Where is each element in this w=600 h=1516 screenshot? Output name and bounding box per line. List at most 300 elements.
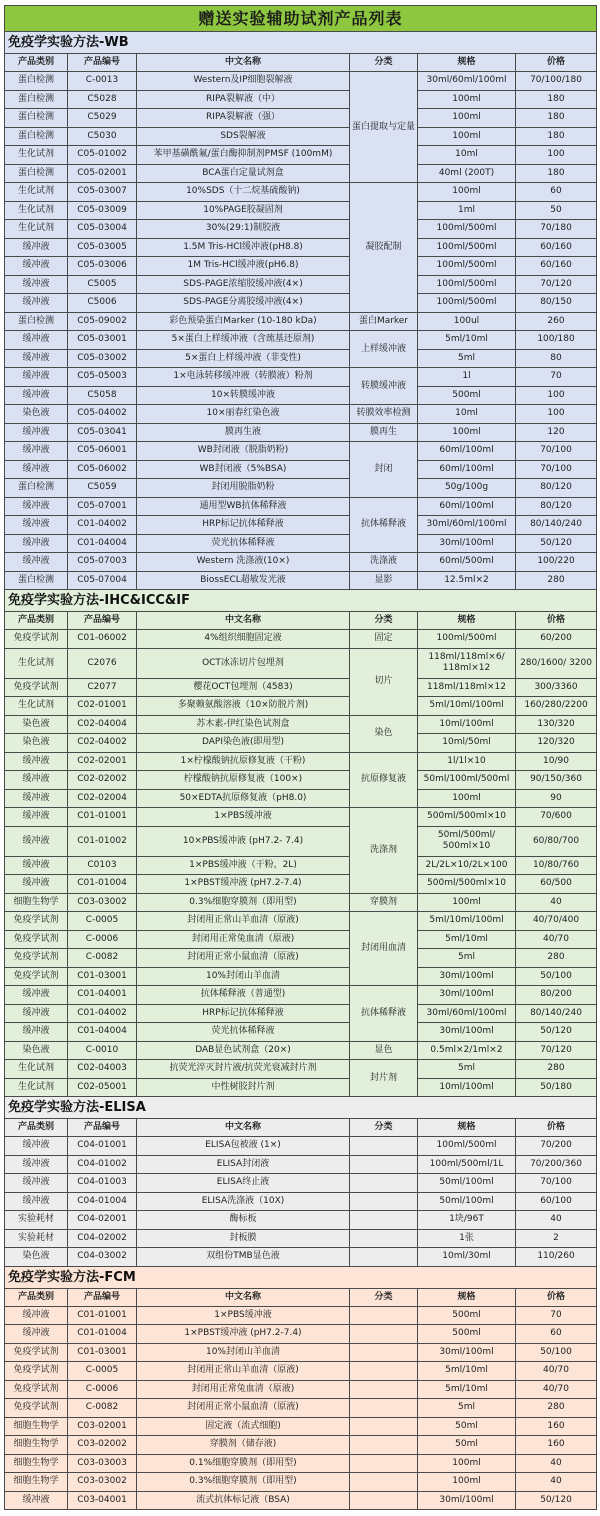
product-code: C-0082 (68, 949, 137, 968)
column-header-price: 价格 (516, 612, 597, 630)
spec: 30ml/100ml (418, 986, 516, 1005)
table-row (5, 1473, 597, 1492)
spec: 100ml/500ml (418, 257, 516, 276)
spec: 5ml (418, 349, 516, 368)
product-code: C02-04002 (68, 734, 137, 753)
product-name: ELISA洗涤液（10X) (137, 1192, 350, 1211)
product-code: C03-02001 (68, 1417, 137, 1436)
product-type: 缓冲液 (5, 771, 68, 790)
table-row (5, 1155, 597, 1174)
price: 100 (516, 405, 597, 424)
product-code: C05-03002 (68, 349, 137, 368)
spec: 30ml/100ml (418, 1023, 516, 1042)
price: 280 (516, 571, 597, 590)
spec: 118ml/118ml×12 (418, 678, 516, 697)
spec: 1l (418, 368, 516, 387)
product-code: C5059 (68, 479, 137, 498)
price: 90/150/360 (516, 771, 597, 790)
product-name: 0.3%细胞穿膜剂（即用型) (137, 893, 350, 912)
product-code: C05-07001 (68, 497, 137, 516)
product-code: C5058 (68, 386, 137, 405)
classification: 转膜效率检测 (350, 405, 418, 424)
table-row (5, 856, 597, 875)
price: 120 (516, 423, 597, 442)
product-code: C01-01002 (68, 826, 137, 856)
product-name: 多聚赖氨酸溶液（10×防脱片剂) (137, 697, 350, 716)
product-name: 5×蛋白上样缓冲液（非变性) (137, 349, 350, 368)
table-row (5, 648, 597, 678)
product-name: 流式抗体标记液（BSA) (137, 1491, 350, 1510)
product-type: 细胞生物学 (5, 1417, 68, 1436)
spec: 50g/100g (418, 479, 516, 498)
product-name: 固定液（流式细胞) (137, 1417, 350, 1436)
table-row (5, 1041, 597, 1060)
price: 110/260 (516, 1248, 597, 1267)
product-code: C5029 (68, 109, 137, 128)
column-header-price: 价格 (516, 54, 597, 72)
product-name: RIPA裂解液（强） (137, 109, 350, 128)
product-type: 蛋白检测 (5, 127, 68, 146)
product-type: 免疫学试剂 (5, 1362, 68, 1381)
product-code: C02-04003 (68, 1060, 137, 1079)
product-type: 细胞生物学 (5, 893, 68, 912)
product-code: C05-07004 (68, 571, 137, 590)
product-name: 1×PBS缓冲液 (137, 808, 350, 827)
spec: 60ml/100ml (418, 497, 516, 516)
column-header-product-code: 产品编号 (68, 1119, 137, 1137)
classification: 封闭 (350, 442, 418, 498)
product-code: C04-01003 (68, 1174, 137, 1193)
product-code: C04-02001 (68, 1211, 137, 1230)
price: 50/100 (516, 1343, 597, 1362)
classification: 抗原修复液 (350, 752, 418, 808)
product-type: 缓冲液 (5, 1491, 68, 1510)
product-code: C-0010 (68, 1041, 137, 1060)
column-header-spec: 规格 (418, 1288, 516, 1306)
price: 260 (516, 312, 597, 331)
price: 60/160 (516, 238, 597, 257)
column-header-classification: 分类 (350, 54, 418, 72)
product-code: C01-04002 (68, 1004, 137, 1023)
price: 40 (516, 1211, 597, 1230)
table-row (5, 90, 597, 109)
product-name: DAPI染色液(即用型) (137, 734, 350, 753)
price: 50/180 (516, 1078, 597, 1097)
classification: 穿膜剂 (350, 893, 418, 912)
product-type: 缓冲液 (5, 752, 68, 771)
product-list-table (4, 5, 597, 1510)
product-name: 5×蛋白上样缓冲液（含巯基还原剂) (137, 331, 350, 350)
price: 100 (516, 146, 597, 165)
column-header-product-name: 中文名称 (137, 1119, 350, 1137)
price: 50/100 (516, 967, 597, 986)
product-type: 缓冲液 (5, 553, 68, 572)
product-name: 通用型WB抗体稀释液 (137, 497, 350, 516)
classification: 抗体稀释液 (350, 986, 418, 1042)
price: 70/200 (516, 1137, 597, 1156)
classification (350, 1137, 418, 1156)
product-name: DAB显色试剂盒（20×) (137, 1041, 350, 1060)
product-name: 30%(29:1)制胶液 (137, 220, 350, 239)
spec: 100ml (418, 893, 516, 912)
product-name: SDS-PAGE浓缩胶缓冲液(4×) (137, 275, 350, 294)
product-code: C03-04001 (68, 1491, 137, 1510)
price: 60 (516, 183, 597, 202)
product-name: 封闭用正常兔血清（原液) (137, 1380, 350, 1399)
product-type: 免疫学试剂 (5, 967, 68, 986)
product-type: 细胞生物学 (5, 1454, 68, 1473)
product-type: 缓冲液 (5, 238, 68, 257)
product-name: ELISA包被液 (1×) (137, 1137, 350, 1156)
product-code: C02-05001 (68, 1078, 137, 1097)
table-row (5, 109, 597, 128)
product-name: BCA蛋白定量试剂盒 (137, 164, 350, 183)
spec: 100ml/500ml (418, 220, 516, 239)
spec: 10ml (418, 146, 516, 165)
product-name: 1.5M Tris-HCl缓冲液(pH8.8) (137, 238, 350, 257)
product-name: 封板膜 (137, 1229, 350, 1248)
product-code: C01-01004 (68, 875, 137, 894)
spec: 100ml/500ml (418, 275, 516, 294)
table-row (5, 986, 597, 1005)
table-row (5, 1078, 597, 1097)
product-name: SDS-PAGE分离胶缓冲液(4×) (137, 294, 350, 313)
table-row (5, 516, 597, 535)
spec: 500ml (418, 386, 516, 405)
section-title: 免疫学实验方法-WB (5, 32, 597, 54)
table-row (5, 1060, 597, 1079)
product-code: C2076 (68, 648, 137, 678)
product-type: 免疫学试剂 (5, 1343, 68, 1362)
product-type: 实验耗材 (5, 1229, 68, 1248)
spec: 30ml/60ml/100ml (418, 72, 516, 91)
price: 50/120 (516, 1491, 597, 1510)
product-type: 染色液 (5, 405, 68, 424)
column-header-product-type: 产品类别 (5, 54, 68, 72)
column-header-product-code: 产品编号 (68, 54, 137, 72)
price: 80/140/240 (516, 516, 597, 535)
product-name: WB封闭液（脱脂奶粉) (137, 442, 350, 461)
product-code: C05-04002 (68, 405, 137, 424)
product-name: RIPA裂解液（中） (137, 90, 350, 109)
product-code: C02-04004 (68, 715, 137, 734)
classification: 洗涤剂 (350, 808, 418, 894)
product-type: 免疫学试剂 (5, 1380, 68, 1399)
table-row (5, 808, 597, 827)
classification (350, 1343, 418, 1362)
product-type: 缓冲液 (5, 275, 68, 294)
spec: 1l/1l×10 (418, 752, 516, 771)
price: 80/200 (516, 986, 597, 1005)
spec: 5ml (418, 949, 516, 968)
spec: 5ml (418, 1060, 516, 1079)
table-row (5, 967, 597, 986)
spec: 100ml (418, 423, 516, 442)
product-type: 实验耗材 (5, 1211, 68, 1230)
product-name: 10×PBS缓冲液 (pH7.2- 7.4) (137, 826, 350, 856)
price: 40/70 (516, 1362, 597, 1381)
spec: 10ml/100ml (418, 1078, 516, 1097)
classification (350, 1174, 418, 1193)
classification: 凝胶配制 (350, 183, 418, 313)
table-row (5, 238, 597, 257)
price: 120/320 (516, 734, 597, 753)
product-name: HRP标记抗体稀释液 (137, 516, 350, 535)
classification (350, 1192, 418, 1211)
product-name: 彩色预染蛋白Marker (10-180 kDa) (137, 312, 350, 331)
product-name: 中性树胶封片剂 (137, 1078, 350, 1097)
column-header-row (5, 1288, 597, 1306)
table-row (5, 1325, 597, 1344)
price: 100 (516, 386, 597, 405)
price: 130/320 (516, 715, 597, 734)
price: 60/100 (516, 1192, 597, 1211)
product-name: 封闭用正常小鼠血清（原液) (137, 949, 350, 968)
product-type: 染色液 (5, 1041, 68, 1060)
price: 50 (516, 201, 597, 220)
column-header-product-type: 产品类别 (5, 612, 68, 630)
classification: 显影 (350, 571, 418, 590)
spec: 1ml (418, 201, 516, 220)
product-type: 缓冲液 (5, 826, 68, 856)
table-row (5, 1399, 597, 1418)
product-code: C01-01001 (68, 1306, 137, 1325)
product-code: C05-03009 (68, 201, 137, 220)
classification: 蛋白Marker (350, 312, 418, 331)
product-name: HRP标记抗体稀释液 (137, 1004, 350, 1023)
table-row (5, 497, 597, 516)
price: 80 (516, 349, 597, 368)
price: 40/70 (516, 1380, 597, 1399)
product-code: C02-02002 (68, 771, 137, 790)
product-type: 染色液 (5, 734, 68, 753)
column-header-spec: 规格 (418, 612, 516, 630)
product-name: 抗荧光淬灭封片液/抗荧光衰减封片剂 (137, 1060, 350, 1079)
classification: 抗体稀释液 (350, 497, 418, 553)
spec: 10ml/50ml (418, 734, 516, 753)
product-type: 缓冲液 (5, 986, 68, 1005)
spec: 100ml/500ml/1L (418, 1155, 516, 1174)
product-name: 1×PBST缓冲液 (pH7.2-7.4) (137, 1325, 350, 1344)
spec: 100ml (418, 109, 516, 128)
classification: 切片 (350, 648, 418, 715)
spec: 30ml/100ml (418, 1343, 516, 1362)
table-row (5, 875, 597, 894)
column-header-row (5, 1119, 597, 1137)
product-type: 免疫学试剂 (5, 930, 68, 949)
price: 60/80/700 (516, 826, 597, 856)
product-code: C03-02002 (68, 1436, 137, 1455)
table-row (5, 1211, 597, 1230)
price: 180 (516, 127, 597, 146)
product-name: 膜再生液 (137, 423, 350, 442)
product-code: C05-01002 (68, 146, 137, 165)
price: 180 (516, 109, 597, 128)
table-row (5, 1023, 597, 1042)
price: 60 (516, 1325, 597, 1344)
classification (350, 1248, 418, 1267)
table-row (5, 1436, 597, 1455)
classification (350, 1211, 418, 1230)
product-code: C04-01001 (68, 1137, 137, 1156)
price: 80/140/240 (516, 1004, 597, 1023)
price: 100/180 (516, 331, 597, 350)
price: 2 (516, 1229, 597, 1248)
classification (350, 1229, 418, 1248)
product-type: 缓冲液 (5, 856, 68, 875)
product-code: C01-04002 (68, 516, 137, 535)
classification: 染色 (350, 715, 418, 752)
product-code: C05-03041 (68, 423, 137, 442)
product-type: 生化试剂 (5, 146, 68, 165)
table-row (5, 571, 597, 590)
spec: 30ml/60ml/100ml (418, 516, 516, 535)
product-code: C04-01004 (68, 1192, 137, 1211)
table-row (5, 789, 597, 808)
spec: 118ml/118ml×6/ 118ml×12 (418, 648, 516, 678)
product-type: 缓冲液 (5, 808, 68, 827)
table-row (5, 826, 597, 856)
table-row (5, 72, 597, 91)
product-name: 10%SDS（十二烷基硫酸钠) (137, 183, 350, 202)
price: 160/280/2200 (516, 697, 597, 716)
table-row (5, 331, 597, 350)
product-code: C5005 (68, 275, 137, 294)
spec: 50ml/100ml (418, 1192, 516, 1211)
product-name: 封闭用正常兔血清（原液) (137, 930, 350, 949)
column-header-product-name: 中文名称 (137, 1288, 350, 1306)
product-type: 缓冲液 (5, 386, 68, 405)
spec: 60ml/100ml (418, 460, 516, 479)
product-name: BiossECL超敏发光液 (137, 571, 350, 590)
price: 70/100 (516, 460, 597, 479)
column-header-product-code: 产品编号 (68, 612, 137, 630)
product-type: 缓冲液 (5, 1192, 68, 1211)
spec: 100ml (418, 1454, 516, 1473)
product-name: 10%封闭山羊血清 (137, 967, 350, 986)
classification (350, 1362, 418, 1381)
product-type: 蛋白检测 (5, 109, 68, 128)
column-header-classification: 分类 (350, 1288, 418, 1306)
spec: 100ml (418, 183, 516, 202)
price: 70/100 (516, 442, 597, 461)
price: 40 (516, 893, 597, 912)
product-name: 1M Tris-HCl缓冲液(pH6.8) (137, 257, 350, 276)
product-type: 缓冲液 (5, 1155, 68, 1174)
table-row (5, 697, 597, 716)
price: 100/220 (516, 553, 597, 572)
product-name: ELISA封闭液 (137, 1155, 350, 1174)
product-code: C01-03001 (68, 967, 137, 986)
price: 40 (516, 1454, 597, 1473)
product-code: C01-04004 (68, 1023, 137, 1042)
product-code: C5030 (68, 127, 137, 146)
product-type: 蛋白检测 (5, 312, 68, 331)
product-code: C03-03003 (68, 1454, 137, 1473)
classification: 上样缓冲液 (350, 331, 418, 368)
table-row (5, 220, 597, 239)
price: 280 (516, 949, 597, 968)
spec: 100ml/500ml (418, 238, 516, 257)
classification (350, 1306, 418, 1325)
classification (350, 1491, 418, 1510)
spec: 50ml (418, 1417, 516, 1436)
table-row (5, 423, 597, 442)
price: 70/100/180 (516, 72, 597, 91)
price: 70/180 (516, 220, 597, 239)
product-code: C04-01002 (68, 1155, 137, 1174)
price: 280 (516, 1060, 597, 1079)
product-code: C05-03004 (68, 220, 137, 239)
price: 60/500 (516, 875, 597, 894)
price: 10/90 (516, 752, 597, 771)
classification: 蛋白提取与定量 (350, 72, 418, 183)
product-name: 封闭用正常山羊血清（原液) (137, 1362, 350, 1381)
table-row (5, 930, 597, 949)
price: 180 (516, 90, 597, 109)
price: 280 (516, 1399, 597, 1418)
classification: 封片剂 (350, 1060, 418, 1097)
price: 40/70/400 (516, 912, 597, 931)
product-type: 蛋白检测 (5, 90, 68, 109)
table-row (5, 349, 597, 368)
page-title: 赠送实验辅助试剂产品列表 (5, 6, 597, 32)
spec: 100ml/500ml (418, 1137, 516, 1156)
spec: 100ml (418, 789, 516, 808)
spec: 50ml (418, 1436, 516, 1455)
product-type: 蛋白检测 (5, 164, 68, 183)
table-row (5, 146, 597, 165)
spec: 5ml/10ml (418, 1362, 516, 1381)
product-type: 缓冲液 (5, 1004, 68, 1023)
price: 60/200 (516, 630, 597, 649)
table-row (5, 460, 597, 479)
product-type: 生化试剂 (5, 648, 68, 678)
table-row (5, 386, 597, 405)
table-row (5, 1192, 597, 1211)
product-code: C-0006 (68, 1380, 137, 1399)
product-code: C05-07003 (68, 553, 137, 572)
spec: 500ml/500ml×10 (418, 875, 516, 894)
price: 80/120 (516, 497, 597, 516)
product-name: 1×柠檬酸钠抗原修复液（干粉) (137, 752, 350, 771)
product-type: 免疫学试剂 (5, 678, 68, 697)
classification (350, 1155, 418, 1174)
table-row (5, 1004, 597, 1023)
product-type: 细胞生物学 (5, 1473, 68, 1492)
product-type: 细胞生物学 (5, 1436, 68, 1455)
product-code: C-0013 (68, 72, 137, 91)
product-code: C01-01001 (68, 808, 137, 827)
product-code: C05-02001 (68, 164, 137, 183)
product-code: C-0005 (68, 912, 137, 931)
column-header-spec: 规格 (418, 54, 516, 72)
product-code: C5006 (68, 294, 137, 313)
spec: 10ml/100ml (418, 715, 516, 734)
table-row (5, 183, 597, 202)
product-type: 缓冲液 (5, 460, 68, 479)
table-row (5, 752, 597, 771)
product-name: 1×PBS缓冲液 (137, 1306, 350, 1325)
price: 280/1600/ 3200 (516, 648, 597, 678)
classification: 显色 (350, 1041, 418, 1060)
table-row (5, 1380, 597, 1399)
product-code: C05-09002 (68, 312, 137, 331)
product-code: C01-01004 (68, 1325, 137, 1344)
table-row (5, 1306, 597, 1325)
product-name: 50×EDTA抗原修复液（pH8.0) (137, 789, 350, 808)
product-code: C02-01001 (68, 697, 137, 716)
